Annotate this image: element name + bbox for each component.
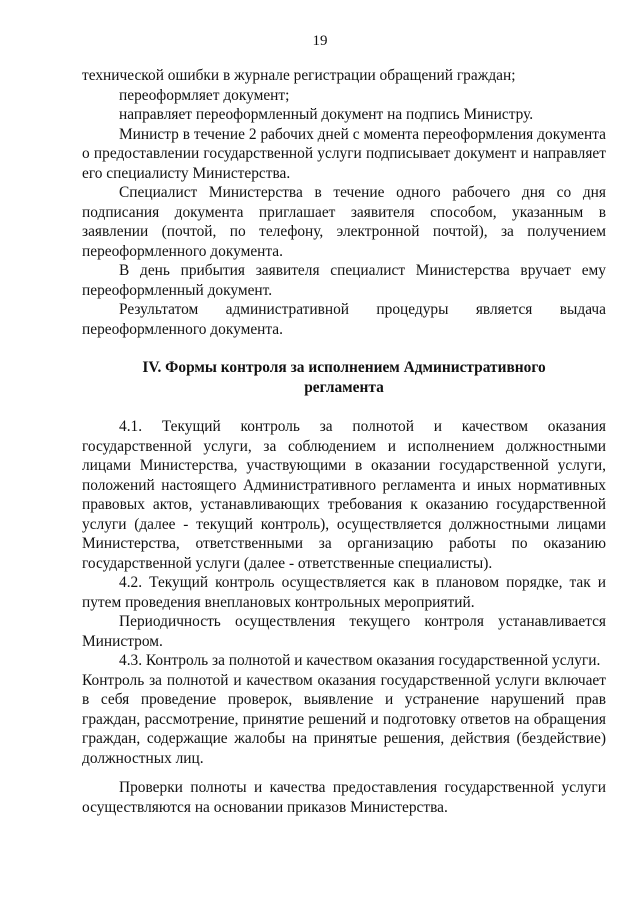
- paragraph: переоформляет документ;: [119, 86, 290, 104]
- paragraph: технической ошибки в журнале регистрации обращений граждан;: [82, 67, 516, 84]
- paragraph: 4.2. Текущий контроль осуществляется как в плановом порядке, так и путем проведения внеплановых контрольных мероприятий.: [82, 574, 606, 611]
- paragraph: Проверки полноты и качества предоставления государственной услуги осуществляются на основании приказов Министерства.: [82, 779, 606, 816]
- document-body: [82, 66, 606, 817]
- paragraph: 4.1. Текущий контроль за полнотой и качеством оказания государственной услуги, за соблюдением и исполнением должностными лицами Министерства, участвующими в оказании государственной услуги, положений настоящего Административного регламента и иных нормативных правовых актов, устанавливающих требования к оказанию государственной услуги (далее - текущий контроль), осуществляется должностными лицами Министерства, ответственными за организацию работы по оказанию государственной услуги (далее - ответственные специалисты).: [82, 418, 606, 572]
- paragraph: направляет переоформленный документ на подпись Министру.: [119, 106, 534, 123]
- paragraph: В день прибытия заявителя специалист Министерства вручает ему переоформленный документ.: [82, 262, 606, 299]
- paragraph: Специалист Министерства в течение одного рабочего дня со дня подписания документа приглашает заявителя способом, указанным в заявлении (почтой, по телефону, электронной почтой), за получением переоформленного документа.: [82, 184, 606, 260]
- paragraph: 4.3. Контроль за полнотой и качеством оказания государственной услуги.: [119, 652, 601, 669]
- paragraph: Министр в течение 2 рабочих дней с момента переоформления документа о предоставлении государственной услуги подписывает документ и направляет его специалисту Министерства.: [82, 125, 606, 182]
- paragraph: Периодичность осуществления текущего контроля устанавливается Министром.: [82, 613, 606, 650]
- section-heading: IV. Формы контроля за исполнением Административного регламента: [142, 359, 546, 396]
- paragraph: Результатом административной процедуры является выдача переоформленного документа.: [82, 301, 606, 338]
- page-number: 19: [312, 33, 328, 49]
- paragraph: Контроль за полнотой и качеством оказания государственной услуги включает в себя проведение проверок, выявление и устранение нарушений прав граждан, рассмотрение, принятие решений и подготовку ответов на обращения граждан, содержащие жалобы на принятые решения, действия (бездействие) должностных лиц.: [82, 671, 606, 767]
